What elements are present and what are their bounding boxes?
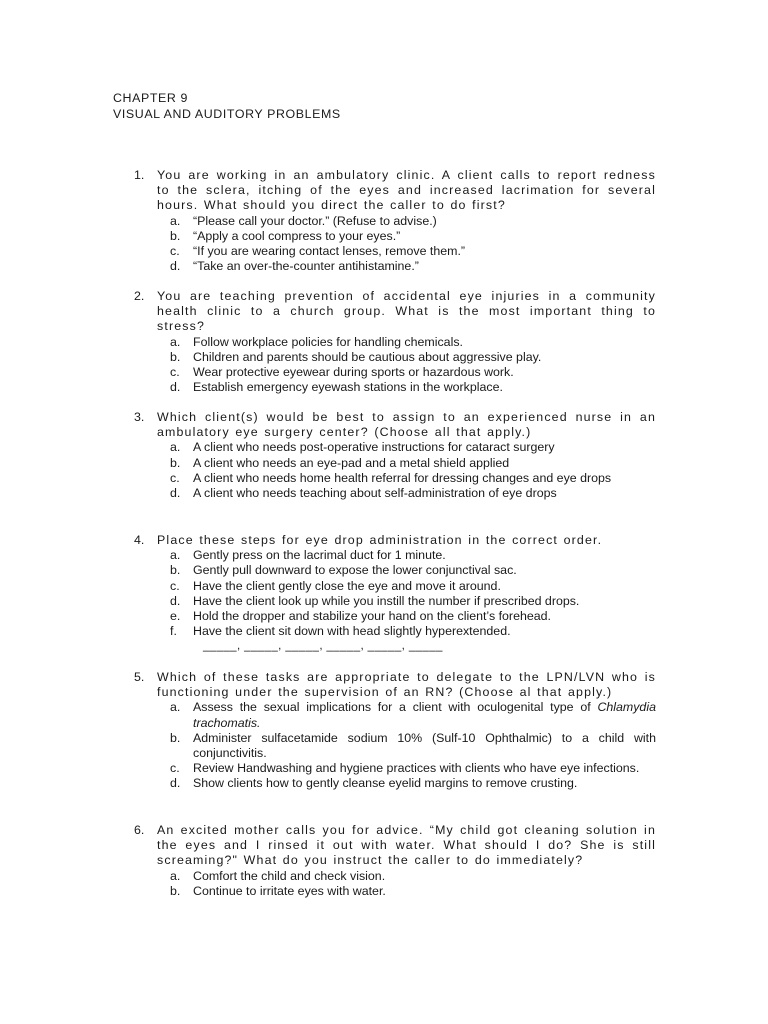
option-letter: a. (170, 213, 181, 228)
option-text: Wear protective eyewear during sports or hazardous work. (193, 365, 514, 380)
option-letter: b. (170, 563, 181, 578)
option-letter: b. (170, 349, 181, 364)
option-list (134, 440, 656, 501)
question-5 (134, 670, 656, 792)
option-text: A client who needs home health referral for dressing changes and eye drops (193, 470, 612, 485)
option-d (170, 486, 656, 501)
option-d (170, 594, 656, 609)
option-letter: b. (170, 228, 181, 243)
option-letter: d. (170, 593, 181, 608)
question-stem: You are teaching prevention of accidental eye injuries in a community health clinic to a church group. What is the most important thing to stress? (157, 289, 656, 334)
option-italic-text: Chlamydia trachomatis. (193, 700, 656, 730)
option-letter: c. (170, 578, 180, 593)
option-text: A client who needs post-operative instructions for cataract surgery (193, 440, 555, 455)
option-text: Gently press on the lacrimal duct for 1 minute. (193, 548, 446, 563)
option-c (170, 244, 656, 259)
option-c (170, 579, 656, 594)
option-list (134, 335, 656, 396)
option-a (170, 440, 656, 455)
option-letter: a. (170, 440, 181, 455)
answer-blank: _____, _____, _____, _____, _____, _____ (203, 640, 443, 653)
option-f (170, 624, 656, 639)
question-3 (134, 410, 656, 501)
question-number: 1. (134, 168, 145, 182)
option-c (170, 365, 656, 380)
option-text: Follow workplace policies for handling chemicals. (193, 334, 463, 349)
option-c (170, 471, 656, 486)
question-stem: Which of these tasks are appropriate to delegate to the LPN/LVN who is functioning under the supervision of an RN? (Choose al that apply.) (157, 670, 656, 700)
option-b (170, 350, 656, 365)
question-6 (134, 823, 656, 899)
option-text: Have the client sit down with head slightly hyperextended. (193, 624, 511, 639)
option-letter: c. (170, 365, 180, 380)
option-a (170, 700, 656, 730)
option-text: Assess the sexual implications for a client with oculogenital type of (193, 700, 591, 715)
option-letter: b. (170, 730, 181, 745)
question-stem: Which client(s) would be best to assign to an experienced nurse in an ambulatory eye surgery center? (Choose all that apply.) (157, 410, 656, 440)
question-number: 4. (134, 533, 145, 547)
option-text: Gently pull downward to expose the lower conjunctival sac. (193, 563, 517, 578)
option-text: Review Handwashing and hygiene practices with clients who have eye infections. (193, 761, 640, 776)
option-list (134, 214, 656, 275)
option-text: Children and parents should be cautious about aggressive play. (193, 349, 542, 364)
option-letter: a. (170, 700, 181, 715)
option-list (134, 548, 656, 639)
option-a (170, 214, 656, 229)
option-letter: a. (170, 548, 181, 563)
option-letter: e. (170, 609, 181, 624)
option-letter: b. (170, 883, 181, 898)
option-b (170, 563, 656, 578)
option-letter: d. (170, 259, 181, 274)
option-text: Continue to irritate eyes with water. (193, 883, 386, 898)
option-list (134, 869, 656, 899)
question-number: 6. (134, 823, 145, 837)
option-b (170, 731, 656, 761)
question-number: 2. (134, 289, 145, 303)
option-b (170, 884, 656, 899)
option-text: Have the client look up while you instill the number if prescribed drops. (193, 593, 580, 608)
option-d (170, 380, 656, 395)
option-text: Hold the dropper and stabilize your hand on the client’s forehead. (193, 609, 551, 624)
option-d (170, 776, 656, 791)
question-stem: An excited mother calls you for advice. “My child got cleaning solution in the eyes and I rinsed it out with water. What should I do? She is still screaming?" What do you instruct the caller to do immediately? (157, 823, 656, 868)
option-a (170, 548, 656, 563)
option-e (170, 609, 656, 624)
option-letter: a. (170, 868, 181, 883)
option-list (134, 700, 656, 791)
option-letter: c. (170, 470, 180, 485)
option-text: “Take an over-the-counter antihistamine.” (193, 259, 419, 274)
option-letter: a. (170, 334, 181, 349)
option-text: A client who needs an eye-pad and a metal shield applied (193, 455, 510, 470)
option-b (170, 456, 656, 471)
option-letter: d. (170, 486, 181, 501)
option-b (170, 229, 656, 244)
chapter-number: CHAPTER 9 (113, 91, 188, 105)
option-text: Show clients how to gently cleanse eyelid margins to remove crusting. (193, 776, 578, 791)
question-4 (134, 533, 656, 654)
option-text: Establish emergency eyewash stations in the workplace. (193, 380, 503, 395)
option-a (170, 335, 656, 350)
option-c (170, 761, 656, 776)
option-letter: c. (170, 761, 180, 776)
option-letter: c. (170, 244, 180, 259)
question-number: 5. (134, 670, 145, 684)
option-text: “If you are wearing contact lenses, remove them.” (193, 244, 466, 259)
option-text: Have the client gently close the eye and move it around. (193, 578, 501, 593)
chapter-header (113, 91, 341, 122)
chapter-title: VISUAL AND AUDITORY PROBLEMS (113, 106, 341, 121)
option-d (170, 259, 656, 274)
option-a (170, 869, 656, 884)
option-letter: d. (170, 380, 181, 395)
option-text: “Please call your doctor.” (Refuse to advise.) (193, 213, 437, 228)
option-text: Comfort the child and check vision. (193, 868, 386, 883)
option-text: Administer sulfacetamide sodium 10% (Sulf-10 Ophthalmic) to a child with conjunctivitis. (193, 730, 656, 761)
option-text: A client who needs teaching about self-administration of eye drops (193, 486, 557, 501)
option-letter: f. (170, 624, 177, 639)
question-stem: Place these steps for eye drop administration in the correct order. (157, 533, 603, 547)
question-number: 3. (134, 410, 145, 424)
question-1 (134, 168, 656, 274)
question-stem: You are working in an ambulatory clinic. A client calls to report redness to the sclera, itching of the eyes and increased lacrimation for several hours. What should you direct the caller to do first? (157, 168, 656, 213)
option-text: “Apply a cool compress to your eyes.” (193, 228, 401, 243)
option-letter: d. (170, 776, 181, 791)
question-2 (134, 289, 656, 395)
option-letter: b. (170, 455, 181, 470)
